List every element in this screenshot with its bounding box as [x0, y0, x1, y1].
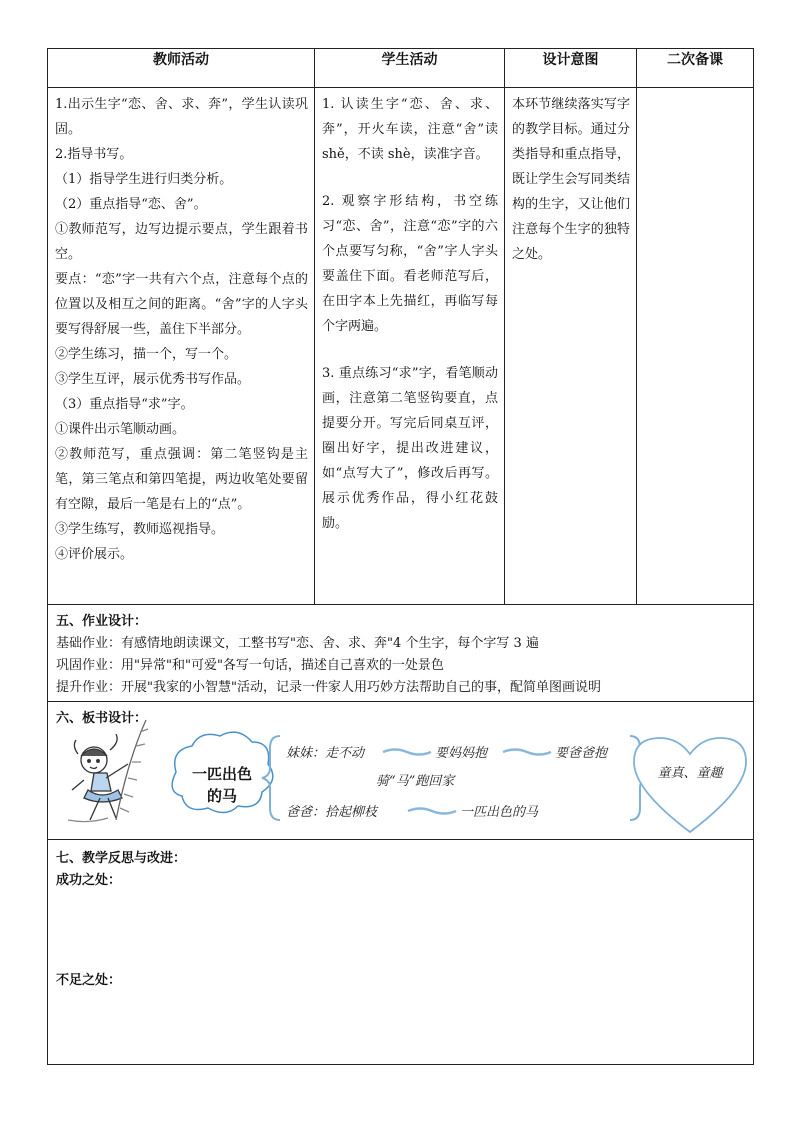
step-dad: 要爸爸抱 [555, 746, 608, 761]
reflection-title: 七、教学反思与改进： [56, 851, 187, 866]
lesson-plan-sheet [47, 48, 753, 1065]
board-row [48, 702, 754, 840]
activity-row [48, 88, 754, 605]
reflection-row [48, 840, 754, 1065]
sister-line: 妹妹：走不动 [286, 746, 365, 761]
fine-horse-line: 一匹出色的马 [460, 805, 539, 820]
design-intent-text: 本环节继续落实写字的教学目标。通过分类指导和重点指导，既让学生会写同类结构的生字，又让他们注意每个生字的独特之处。 [512, 97, 630, 262]
shortfall-label: 不足之处： [56, 973, 122, 988]
student-paragraph: 2. 观察字形结构，书空练习“恋、舍”，注意“恋”字的六个点要写匀称，“舍”字人字头要盖住下面。看老师范写后，在田字本上先描红，再临写每个字两遍。 [322, 194, 498, 334]
cloud-title-line1: 一匹出色 [191, 765, 253, 783]
teacher-line: ①课件出示笔顺动画。 [55, 422, 186, 437]
teacher-line: ③学生互评，展示优秀书写作品。 [55, 372, 251, 387]
teacher-activity-cell [48, 88, 315, 605]
title-cloud [172, 732, 273, 812]
header-teacher: 教师活动 [48, 49, 315, 88]
header-design: 设计意图 [505, 49, 637, 88]
homework-consolidate: 巩固作业：用"异常"和"可爱"各写一句话，描述自己喜欢的一处景色 [56, 658, 444, 673]
reflection-section [48, 840, 754, 1065]
ride-home-line: 骑“马”跑回家 [376, 774, 455, 789]
teacher-line: 2.指导书写。 [55, 147, 133, 162]
step-mom: 要妈妈抱 [435, 746, 488, 761]
cloud-title-line2: 的马 [206, 787, 238, 805]
teacher-line: ②学生练习，描一个，写一个。 [55, 347, 238, 362]
teacher-line: （1）指导学生进行归类分析。 [55, 172, 233, 187]
lesson-table [47, 48, 754, 1065]
teacher-line: （2）重点指导“恋、舍”。 [55, 197, 207, 212]
header-row [48, 49, 754, 88]
father-line: 爸爸：拾起柳枝 [286, 805, 378, 820]
design-intent-cell [505, 88, 637, 605]
second-prep-cell [637, 88, 754, 605]
board-design-section [48, 702, 754, 840]
success-label: 成功之处： [56, 873, 122, 888]
board-design-graphic [48, 702, 752, 839]
teacher-line: ④评价展示。 [55, 547, 134, 562]
student-activity-cell [315, 88, 505, 605]
board-title: 六、板书设计： [56, 711, 148, 726]
arrow-3 [408, 809, 456, 814]
header-student: 学生活动 [315, 49, 505, 88]
student-paragraph: 1. 认读生字“恋、舍、求、奔”，开火车读，注意“舍”读 shě，不读 shè，读准字音。 [322, 97, 498, 162]
teacher-line: （3）重点指导“求”字。 [55, 397, 194, 412]
teacher-line: 1.出示生字“恋、舍、求、奔”，学生认读巩固。 [55, 97, 308, 137]
homework-extend: 提升作业：开展"我家的小智慧"活动，记录一件家人用巧妙方法帮助自己的事，配简单图画说明 [56, 680, 601, 695]
homework-row [48, 605, 754, 702]
girl-illustration [68, 720, 148, 822]
teacher-line: 要点：“恋”字一共有六个点，注意每个点的位置以及相互之间的距离。“舍”字的人字头要写得舒展一些，盖住下半部分。 [55, 272, 308, 337]
homework-section [48, 605, 754, 702]
student-paragraph: 3. 重点练习“求”字，看笔顺动画，注意第二笔竖钩要直，点提要分开。写完后同桌互评，圈出好字，提出改进建议，如“点写大了”，修改后再写。展示优秀作品，得小红花鼓励。 [322, 366, 498, 531]
header-second-prep: 二次备课 [637, 49, 754, 88]
teacher-line: ①教师范写，边写边提示要点，学生跟着书空。 [55, 222, 308, 262]
homework-title: 五、作业设计： [56, 614, 148, 629]
homework-basic: 基础作业：有感情地朗读课文，工整书写"恋、舍、求、奔"4 个生字，每个字写 3 遍 [56, 636, 539, 651]
heart-text: 童真、童趣 [657, 766, 723, 781]
teacher-line: ③学生练写，教师巡视指导。 [55, 522, 225, 537]
arrow-1 [383, 750, 431, 755]
arrow-2 [503, 750, 551, 755]
teacher-line: ②教师范写，重点强调：第二笔竖钩是主笔，第三笔点和第四笔提，两边收笔处要留有空隙，最后一笔是右上的“点”。 [55, 447, 308, 512]
heart-shape [634, 738, 746, 832]
